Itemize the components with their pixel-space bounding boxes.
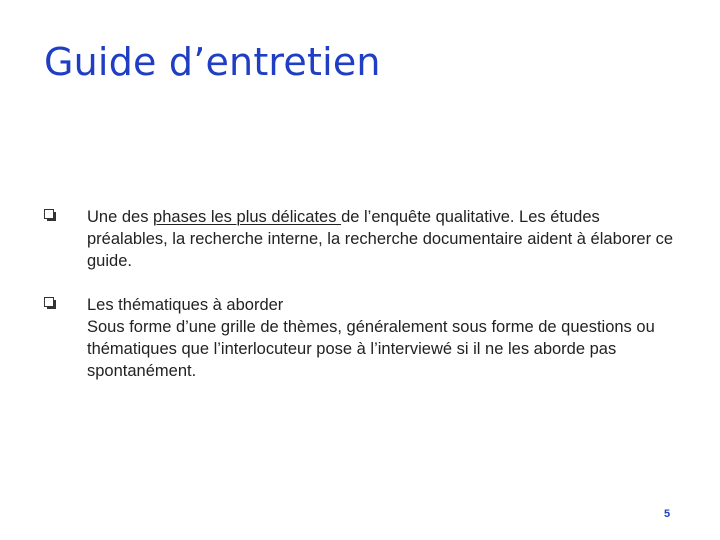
hollow-square-bullet-icon (44, 209, 57, 222)
bullet-text (87, 206, 684, 272)
bullet-item (44, 294, 684, 382)
bullet-text-suffix: de l’enquête qualitative. Les études préalables, la recherche interne, la recherche documentaire aident à élaborer ce guide. (87, 208, 674, 270)
bullet-list (44, 206, 684, 404)
page-number: 5 (664, 508, 671, 520)
bullet-text-underlined: phases les plus délicates (153, 208, 342, 226)
hollow-square-bullet-icon (44, 297, 57, 310)
bullet-item (44, 206, 684, 272)
bullet-text (87, 294, 684, 382)
bullet-description: Sous forme d’une grille de thèmes, généralement sous forme de questions ou thématiques que l’interlocuteur pose à l’interviewé si il ne les aborde pas spontanément. (87, 318, 655, 380)
bullet-heading: Les thématiques à aborder (87, 296, 284, 314)
bullet-text-prefix: Une des (87, 208, 154, 226)
slide-title: Guide d’entretien (44, 40, 381, 84)
